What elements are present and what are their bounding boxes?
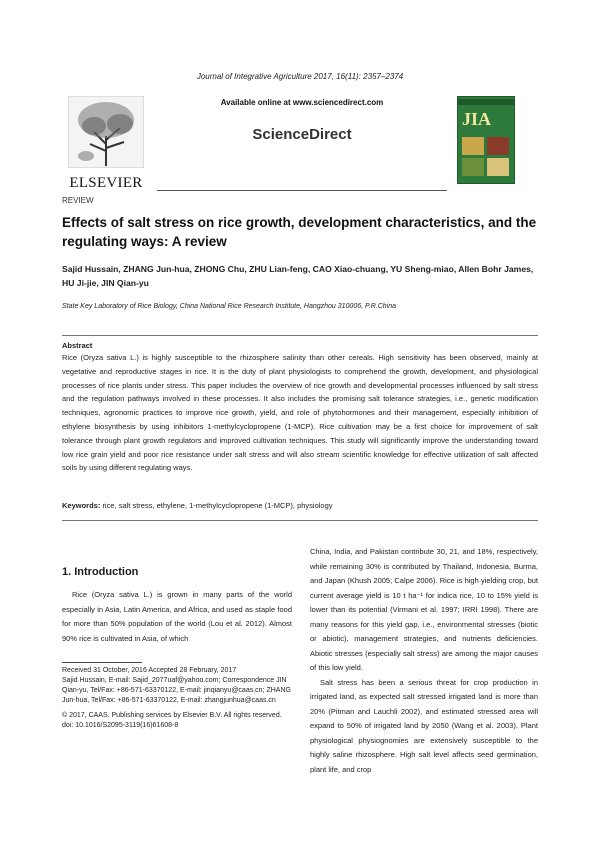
abstract-heading: Abstract bbox=[62, 341, 93, 350]
available-online-note: Available online at www.sciencedirect.com bbox=[220, 98, 384, 107]
sciencedirect-name: ScienceDirect bbox=[252, 126, 352, 143]
elsevier-logo bbox=[62, 96, 150, 192]
keywords bbox=[62, 501, 538, 510]
masthead bbox=[62, 92, 538, 192]
journal-cover-title: JIA bbox=[462, 109, 492, 129]
introduction-column-right bbox=[310, 545, 538, 777]
journal-reference: Journal of Integrative Agriculture 2017, 16(11): 2357–2374 bbox=[196, 72, 404, 81]
introduction-paragraph-left: Rice (Oryza sativa L.) is grown in many parts of the world especially in Asia, Latin America, and Africa, and used as staple food for more than 50% population of the world (Lou et al. 2012). Almost 90% rice is cultivated in Asia, of which bbox=[62, 590, 292, 643]
correspondence-contacts: Sajid Hussain, E-mail: Sajid_2077uaf@yahoo.com; Correspondence JIN Qian-yu, Tel/Fax: +86-571-63370122, E-mail: jinqianyu@caas.cn; ZHANG Jun-hua, Tel/Fax: +86-571-63370122, E-mail: zhangjunhua@caas.cn bbox=[62, 677, 291, 704]
article-title: Effects of salt stress on rice growth, development characteristics, and the regulating ways: A review bbox=[62, 215, 537, 249]
copyright-notice: © 2017, CAAS. Publishing services by Elsevier B.V. All rights reserved. bbox=[62, 712, 282, 719]
article-type-label: REVIEW bbox=[62, 196, 94, 205]
elsevier-tree-icon bbox=[68, 96, 144, 168]
abstract-text: Rice (Oryza sativa L.) is highly susceptible to the rhizosphere salinity than other cereals. High sensitivity has been observed, mainly at vegetative and reproductive stages in rice. It is the duty of plant physiologists to comprehend the growth, development, and physiological processes of rice plants under stress. This paper includes the overview of rice growth and developmental processes influenced by salt stress and the regulation pathways involved in these processes. It also includes the promising salt tolerance strategies, i.e., genetic modification techniques, agronomic practices to improve rice growth, yield, and role of phytohormones and their management, especially inhibition of ethylene biosynthesis by using inhibitors 1-methylcyclopropene (1-MCP). Rice cultivation may be a first choice for improvement of salt tolerance through plant growth regulators and improved cultivation techniques. This study will significantly improve the understanding toward low rice grain yield and poor rice resistance under salt stress and will also stream scientific knowledge for effective utilization of salt affected soils by using different regulating ways. bbox=[62, 353, 538, 473]
publisher-name: ELSEVIER bbox=[69, 175, 143, 191]
footnote-block bbox=[62, 666, 292, 731]
keywords-text: rice, salt stress, ethylene, 1-methylcyclopropene (1-MCP), physiology bbox=[102, 501, 333, 510]
journal-cover bbox=[457, 96, 515, 184]
introduction-paragraph-right-1: China, India, and Pakistan contribute 30, 21, and 18%, respectively, while remaining 30% is contributed by Thailand, Indonesia, Burma, and Japan (Khush 2005; Calpe 2006). Rice is high yielding crop, but current average yield is 10 t ha⁻¹ for indica rice, 10 to 15% yield is lower than its potential (Virmani et al. 1997; IRRI 1998). There are many reasons for this yield gap, i.e., environmental stresses (biotic or abiotic), management strategies, and nutrients deficiencies. Abiotic stresses (especially salt stress) are among the major causes of this low yield. bbox=[310, 547, 538, 672]
masthead-divider bbox=[157, 190, 447, 191]
abstract-top-rule bbox=[62, 335, 538, 336]
doi: doi: 10.1016/S2095-3119(16)61608-8 bbox=[62, 722, 179, 729]
footnote-divider bbox=[62, 662, 142, 663]
received-dates: Received 31 October, 2016 Accepted 28 February, 2017 bbox=[62, 667, 237, 674]
keywords-bottom-rule bbox=[62, 520, 538, 521]
introduction-paragraph-right-2: Salt stress has been a serious threat for crop production in irrigated land, as expected salt stressed irrigated land is more than 20% (Pitman and Lauchli 2002), and estimated stressed area will expand to 50% of irrigated land by 2050 (Wang et al. 2003). Plant physiological physiognomies are extensively susceptible to the highly saline rhizosphere. High salt level affects seed germination, plant life, and crop bbox=[310, 677, 538, 774]
keywords-label: Keywords: bbox=[62, 501, 101, 510]
section-heading-introduction: 1. Introduction bbox=[62, 566, 139, 578]
author-list: Sajid Hussain, ZHANG Jun-hua, ZHONG Chu, ZHU Lian-feng, CAO Xiao-chuang, YU Sheng-miao, Allen Bohr James, HU Ji-jie, JIN Qian-yu bbox=[62, 264, 534, 288]
author-affiliation: State Key Laboratory of Rice Biology, China National Rice Research Institute, Hangzhou 310006, P.R.China bbox=[62, 303, 396, 310]
